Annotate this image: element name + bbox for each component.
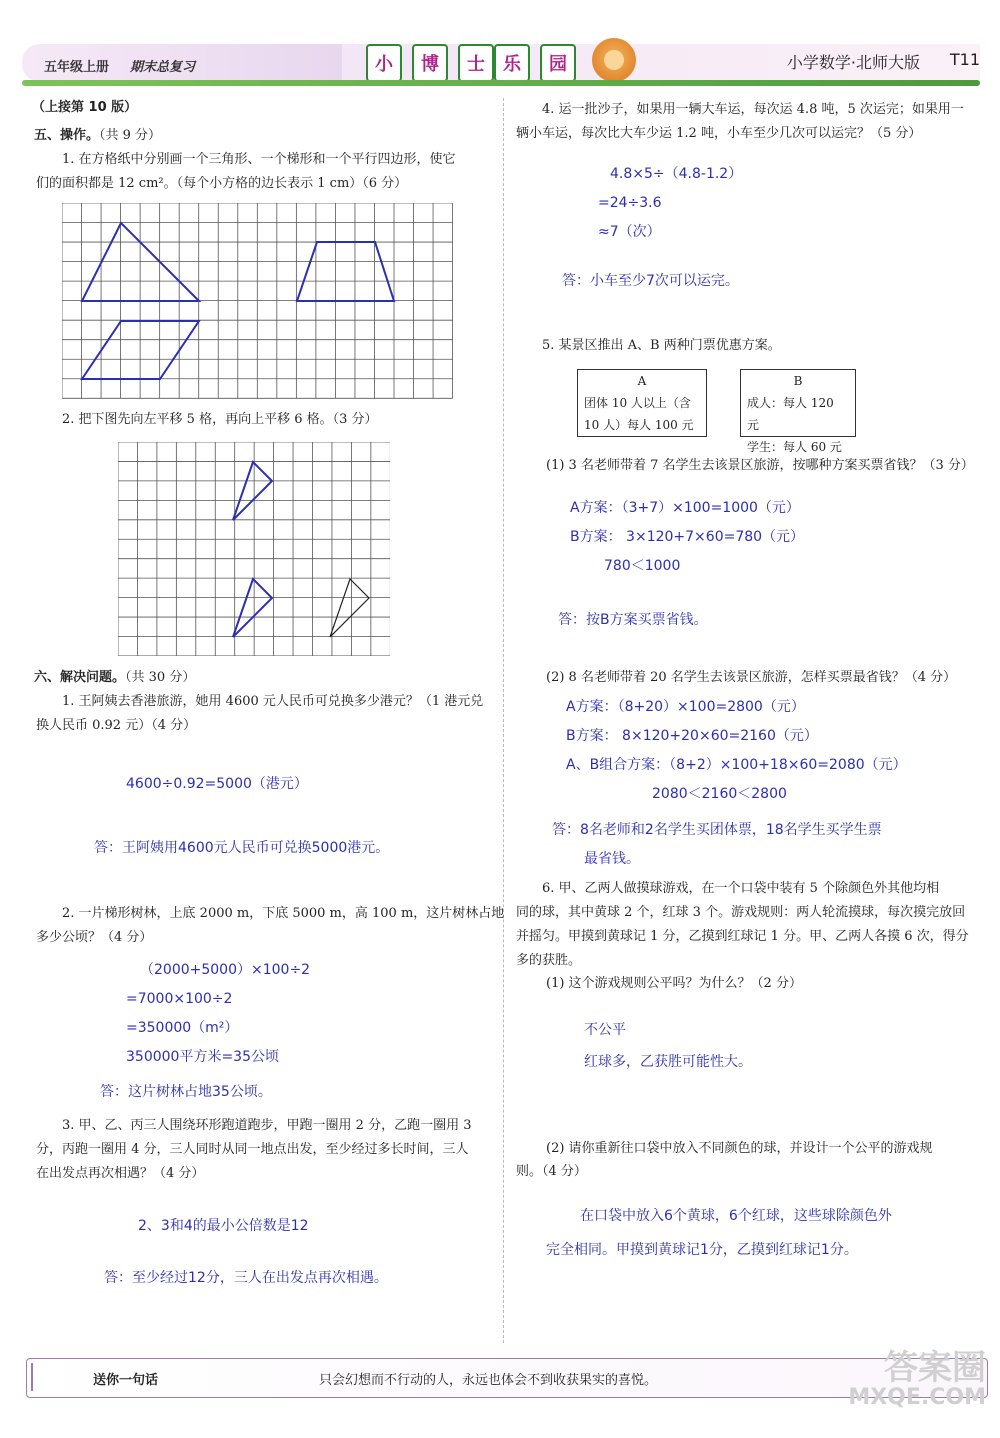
header-green-bar [22,80,980,86]
r-answer-6-2-line2: 完全相同。甲摸到黄球记1分，乙摸到红球记1分。 [546,1242,858,1258]
r-answer-5-2-a: A方案：（8+20）×100=2800（元） [566,699,805,715]
section5-title: 五、操作。 [34,128,100,143]
header-left-banner [22,44,342,82]
footer-quote-bar [26,1358,988,1398]
footer-corner-ornament [31,1363,43,1391]
section5-score: （共 9 分） [99,128,162,143]
r-answer-4-step1: 4.8×5÷（4.8-1.2） [610,166,743,182]
logo-char-1: 小 [366,44,402,82]
section5-heading [34,124,161,147]
answer-6-2-step2: =7000×100÷2 [126,991,233,1007]
r-q6-line1: 6. 甲、乙两人做摸球游戏，在一个口袋中装有 5 个除颜色外其他均相 [542,881,940,896]
footer-label: 送你一句话 [93,1373,159,1388]
grid-paper-1 [62,203,454,399]
answer-6-2: 答：这片树林占地35公顷。 [100,1084,272,1100]
r-answer-5-2-line2: 最省钱。 [584,851,640,867]
q6-2-line1: 2. 一片梯形树林，上底 2000 m，下底 5000 m，高 100 m，这片树林占地 [62,906,505,921]
r-answer-4: 答：小车至少7次可以运完。 [562,273,739,289]
plan-a-head: A [637,374,647,388]
r-q4-line2: 辆小车运，每次比大车少运 1.2 吨，小车至少几次可以运完？（5 分） [516,126,922,141]
q6-1-line2: 换人民币 0.92 元）（4 分） [36,718,197,733]
section6-title: 六、解决问题。 [34,670,126,685]
r-q5-intro: 5. 某景区推出 A、B 两种门票优惠方案。 [542,338,781,353]
footer-quote: 只会幻想而不行动的人，永远也体会不到收获果实的喜悦。 [319,1373,658,1388]
answer-6-3-calc: 2、3和4的最小公倍数是12 [138,1218,309,1234]
section6-score: （共 30 分） [125,670,196,685]
r-q4-line1: 4. 运一批沙子，如果用一辆大车运，每次运 4.8 吨，5 次运完；如果用一 [542,102,964,117]
answer-6-2-step3: =350000（m²） [126,1020,239,1036]
q6-2-line2: 多少公顷？（4 分） [36,930,153,945]
q6-3-line2: 分，丙跑一圈用 4 分，三人同时从同一地点出发，至少经过多长时间，三人 [36,1142,469,1157]
q5-1-line1: 1. 在方格纸中分别画一个三角形、一个梯形和一个平行四边形，使它 [62,152,456,167]
continued-note: （上接第 10 版） [32,100,138,115]
watermark-line2: MXQE.COM [848,1385,986,1410]
logo-char-3: 士 [458,44,494,82]
r-q6-line4: 多的获胜。 [516,953,582,968]
drawn-trapezoid [297,242,394,301]
r-answer-4-step2: =24÷3.6 [598,195,662,211]
grade-label: 五年级上册 [44,60,110,75]
plan-b-line2: 学生：每人 60 元 [747,440,842,454]
grid-paper-2 [118,442,390,656]
logo-char-5: 园 [540,44,576,82]
plan-b-box [740,369,856,454]
r-answer-6-1-line2: 红球多，乙获胜可能性大。 [584,1054,752,1070]
q5-1-line2: 们的面积都是 12 cm²。（每个小方格的边长表示 1 cm）（6 分） [36,176,408,191]
r-answer-5-1-compare: 780＜1000 [604,558,681,574]
review-label: 期末总复习 [130,60,196,75]
logo-char-2: 博 [412,44,448,82]
column-divider [503,98,504,1343]
r-q5-2: (2) 8 名老师带着 20 名学生去该景区旅游，怎样买票最省钱？（4 分） [546,670,957,685]
plan-a-line2: 10 人）每人 100 元 [584,418,694,432]
r-answer-5-2-line1: 答：8名老师和2名学生买团体票，18名学生买学生票 [552,822,882,838]
plan-a-line1: 团体 10 人以上（含 [584,396,691,410]
original-triangle [330,579,369,637]
r-answer-4-step3: ≈7（次） [598,224,661,240]
watermark [848,1350,986,1410]
lion-mascot-icon [592,38,636,82]
answer-6-1-calc: 4600÷0.92=5000（港元） [126,776,308,792]
translated-triangle-middle [233,579,272,637]
q6-3-line1: 3. 甲、乙、丙三人围绕环形跑道跑步，甲跑一圈用 2 分，乙跑一圈用 3 [62,1118,472,1133]
plan-a-box [577,369,707,437]
answer-6-3: 答：至少经过12分，三人在出发点再次相遇。 [104,1270,388,1286]
q5-2-text: 2. 把下图先向左平移 5 格，再向上平移 6 格。（3 分） [62,412,378,427]
page-header [22,38,980,86]
q6-3-line3: 在出发点再次相遇？（4 分） [36,1166,205,1181]
plan-b-line1: 成人：每人 120 元 [747,396,834,432]
watermark-line1: 答案圈 [884,1348,986,1388]
r-q6-line2: 同的球，其中黄球 2 个，红球 3 个。游戏规则：两人轮流摸球，每次摸完放回 [516,905,966,920]
answer-6-2-step4: 350000平方米=35公顷 [126,1049,279,1065]
answer-6-2-step1: （2000+5000）×100÷2 [140,962,311,978]
section6-heading [34,666,195,689]
answer-6-1: 答：王阿姨用4600元人民币可兑换5000港元。 [94,840,390,856]
subject-label: 小学数学·北师大版 [786,53,920,72]
r-answer-5-2-b: B方案： 8×120+20×60=2160（元） [566,728,818,744]
q6-1-line1: 1. 王阿姨去香港旅游，她用 4600 元人民币可兑换多少港元？（1 港元兑 [62,694,484,709]
logo-char-4: 乐 [494,44,530,82]
r-q6-2-line1: (2) 请你重新往口袋中放入不同颜色的球，并设计一个公平的游戏规 [546,1141,933,1156]
plan-b-head: B [793,374,803,388]
page-number: T11 [949,50,980,69]
r-q6-2-line2: 则。（4 分） [516,1164,587,1179]
r-q6-line3: 并摇匀。甲摸到黄球记 1 分，乙摸到红球记 1 分。甲、乙两人各摸 6 次，得分 [516,929,969,944]
r-answer-6-1-line1: 不公平 [584,1022,626,1038]
r-answer-5-2-compare: 2080＜2160＜2800 [652,786,787,802]
r-answer-5-1: 答：按B方案买票省钱。 [558,612,708,628]
r-q5-1: (1) 3 名老师带着 7 名学生去该景区旅游，按哪种方案买票省钱？（3 分） [546,458,974,473]
translated-triangle-upper [233,462,272,520]
r-answer-5-2-combo: A、B组合方案：（8+2）×100+18×60=2080（元） [566,757,907,773]
r-q6-1: (1) 这个游戏规则公平吗？为什么？（2 分） [546,976,802,991]
r-answer-6-2-line1: 在口袋中放入6个黄球，6个红球，这些球除颜色外 [580,1208,892,1224]
r-answer-5-1-a: A方案：（3+7）×100=1000（元） [570,500,800,516]
r-answer-5-1-b: B方案： 3×120+7×60=780（元） [570,529,805,545]
